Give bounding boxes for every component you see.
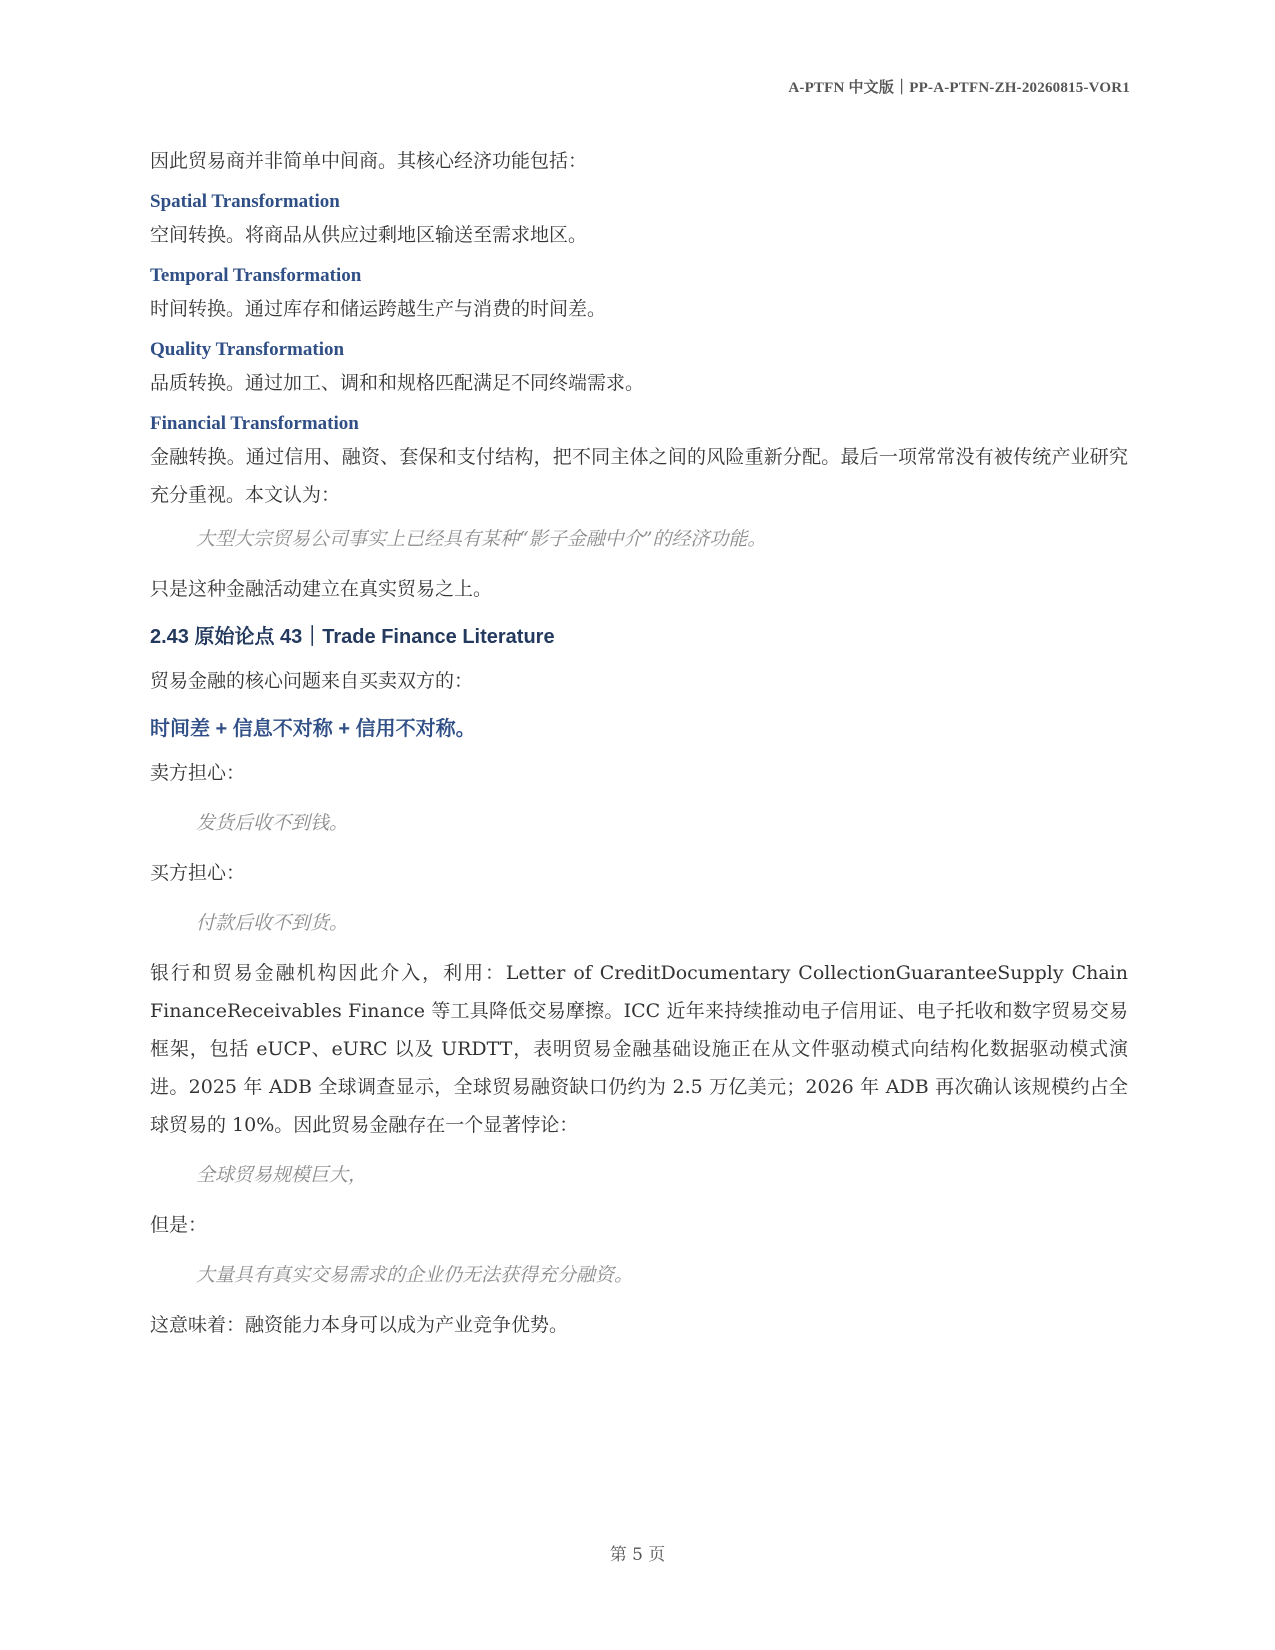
term-spatial: Spatial Transformation: [150, 191, 340, 212]
buyer-label: 买方担心：: [150, 862, 246, 884]
desc-financial: 金融转换。通过信用、融资、套保和支付结构，把不同主体之间的风险重新分配。最后一项常常没有被传统产业研究充分重视。本文认为：: [150, 446, 1128, 506]
desc-spatial: 空间转换。将商品从供应过剩地区输送至需求地区。: [150, 224, 588, 246]
term-quality: Quality Transformation: [150, 339, 345, 360]
section-heading: 2.43 原始论点 43｜Trade Finance Literature: [150, 626, 555, 648]
term-financial: Financial Transformation: [150, 413, 359, 434]
desc-temporal: 时间转换。通过库存和储运跨越生产与消费的时间差。: [150, 298, 607, 320]
core-problem-paragraph: 贸易金融的核心问题来自买卖双方的：: [150, 670, 474, 692]
but-label: 但是：: [150, 1214, 208, 1236]
intro-paragraph: 因此贸易商并非简单中间商。其核心经济功能包括：: [150, 150, 588, 172]
quote-trade-scale: 全球贸易规模巨大，: [196, 1164, 368, 1186]
after-quote-paragraph: 只是这种金融活动建立在真实贸易之上。: [150, 578, 493, 600]
quote-buyer: 付款后收不到货。: [196, 912, 349, 934]
banks-paragraph: 银行和贸易金融机构因此介入，利用：Letter of CreditDocumentary CollectionGuaranteeSupply Chain FinanceReceivables Finance 等工具降低交易摩擦。ICC 近年来持续推动电子信用证、电子托收和数字贸易交易框架，包括 eUCP、eURC 以及 URDTT，表明贸易金融基础设施正在从文件驱动模式向结构化数据驱动模式演进。2025 年 ADB 全球调查显示，全球贸易融资缺口仍约为 2.5 万亿美元；2026 年 ADB 再次确认该规模约占全球贸易的 10%。因此贸易金融存在一个显著悖论：: [150, 962, 1128, 1136]
conclusion-paragraph: 这意味着：融资能力本身可以成为产业竞争优势。: [150, 1314, 569, 1336]
emphasis-line: 时间差 + 信息不对称 + 信用不对称。: [150, 718, 476, 740]
quote-shadow-finance: 大型大宗贸易公司事实上已经具有某种“影子金融中介”的经济功能。: [196, 528, 767, 550]
term-temporal: Temporal Transformation: [150, 265, 362, 286]
document-header: A-PTFN 中文版｜PP-A-PTFN-ZH-20260815-VOR1: [788, 80, 1130, 96]
quote-underfinanced-firms: 大量具有真实交易需求的企业仍无法获得充分融资。: [196, 1264, 634, 1286]
desc-quality: 品质转换。通过加工、调和和规格匹配满足不同终端需求。: [150, 372, 645, 394]
page-content: [150, 142, 1128, 1344]
page-number: 第 5 页: [609, 1545, 666, 1565]
seller-label: 卖方担心：: [150, 762, 246, 784]
quote-seller: 发货后收不到钱。: [196, 812, 349, 834]
